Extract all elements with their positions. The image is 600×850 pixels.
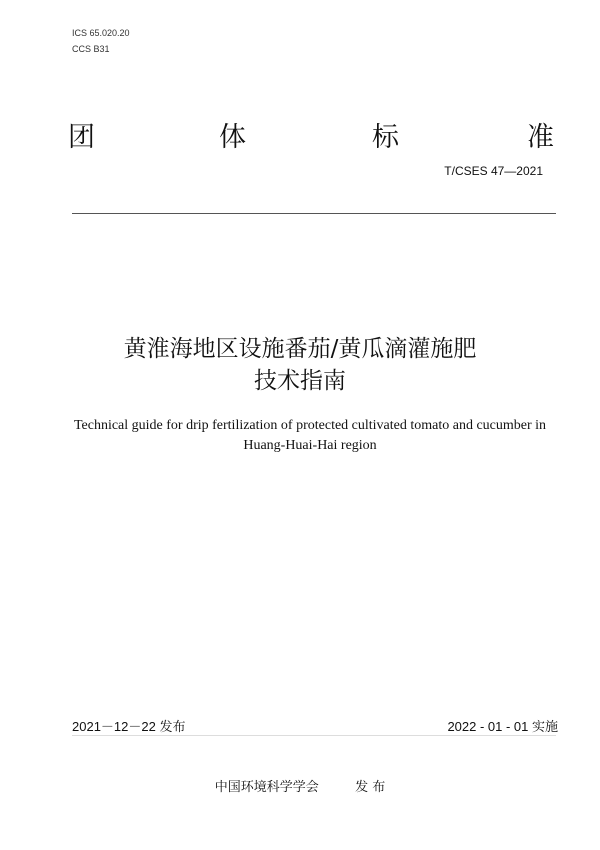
standard-code: T/CSES 47—2021: [444, 164, 543, 178]
category-char: 准: [527, 122, 554, 153]
ccs-number: CCS B31: [72, 44, 110, 54]
title-en: [60, 416, 560, 456]
header-divider: [72, 213, 556, 214]
title-cn-line1: 黄淮海地区设施番茄/黄瓜滴灌施肥: [123, 336, 477, 362]
title-cn-line2: 技术指南: [254, 368, 346, 394]
title-en-line2: Huang-Huai-Hai region: [243, 438, 377, 453]
publish-date: 2021－12－22 发布: [72, 719, 186, 734]
ics-number: ICS 65.020.20: [72, 28, 130, 38]
footer-divider: [72, 735, 556, 736]
category-char: 体: [219, 122, 246, 153]
category-char: 标: [372, 122, 399, 153]
publisher-line: [0, 776, 600, 795]
implement-date: 2022 - 01 - 01 实施: [447, 719, 558, 734]
publisher-name: 中国环境科学学会: [214, 780, 319, 795]
category-char: 团: [68, 122, 95, 153]
title-en-line1: Technical guide for drip fertilization of protected cultivated tomato and cucumber in: [73, 418, 547, 433]
publish-label: 发 布: [355, 780, 386, 795]
